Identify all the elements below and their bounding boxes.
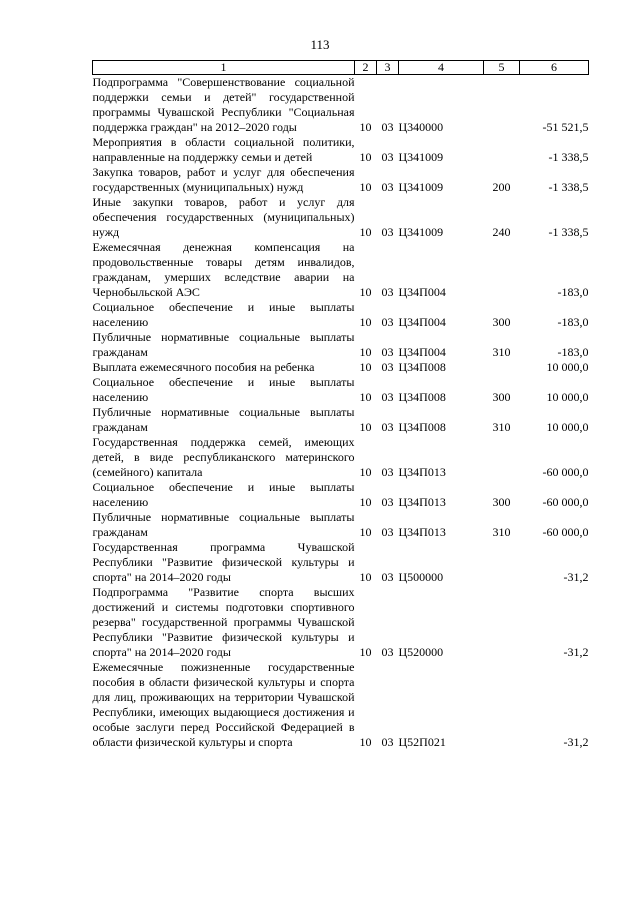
row-section: 10: [359, 465, 372, 479]
header-col-6: 6: [520, 61, 589, 75]
row-section: 10: [359, 150, 372, 164]
row-target-article: Ц52П021: [398, 735, 446, 749]
table-row: [93, 330, 589, 360]
row-name: Мероприятия в области социальной политики, направленные на поддержку семьи и детей: [92, 135, 355, 164]
header-col-1: 1: [93, 61, 355, 75]
row-section: 10: [359, 360, 372, 374]
row-subsection: 03: [381, 315, 394, 329]
row-subsection: 03: [381, 345, 394, 359]
row-target-article: Ц34П008: [398, 390, 446, 404]
row-target-article: Ц34П008: [398, 420, 446, 434]
row-target-article: Ц340000: [398, 120, 444, 134]
row-name: Публичные нормативные социальные выплаты гражданам: [92, 510, 355, 539]
row-section: 10: [359, 390, 372, 404]
budget-table: [92, 60, 589, 750]
row-subsection: 03: [381, 570, 394, 584]
row-amount: -60 000,0: [542, 525, 589, 539]
row-name: Иные закупки товаров, работ и услуг для обеспечения государственных (муниципальных) нужд: [92, 195, 355, 239]
row-expense-type: 310: [492, 420, 511, 434]
row-expense-type: 310: [492, 525, 511, 539]
table-row: [93, 435, 589, 480]
row-expense-type: [484, 240, 520, 300]
table-row: [93, 510, 589, 540]
row-expense-type: [484, 135, 520, 165]
row-expense-type: [484, 585, 520, 660]
row-name: Публичные нормативные социальные выплаты гражданам: [92, 330, 355, 359]
row-section: 10: [359, 225, 372, 239]
row-name: Социальное обеспечение и иные выплаты населению: [92, 480, 355, 509]
table-row: [93, 240, 589, 300]
row-expense-type: 300: [492, 390, 511, 404]
row-target-article: Ц34П013: [398, 495, 446, 509]
row-section: 10: [359, 285, 372, 299]
row-expense-type: 300: [492, 495, 511, 509]
row-target-article: Ц34П013: [398, 465, 446, 479]
row-section: 10: [359, 525, 372, 539]
row-name: Выплата ежемесячного пособия на ребенка: [92, 360, 315, 374]
row-subsection: 03: [381, 495, 394, 509]
table-row: [93, 195, 589, 240]
row-section: 10: [359, 735, 372, 749]
row-section: 10: [359, 120, 372, 134]
row-amount: -51 521,5: [542, 120, 589, 134]
row-expense-type: [484, 540, 520, 585]
row-name: Подпрограмма "Совершенствование социальной поддержки семьи и детей" государственной программы Чувашской Республики "Социальная поддержка граждан" на 2012–2020 годы: [92, 75, 355, 134]
row-section: 10: [359, 345, 372, 359]
table-row: [93, 585, 589, 660]
row-amount: -31,2: [563, 735, 589, 749]
row-target-article: Ц34П004: [398, 345, 446, 359]
table-row: [93, 405, 589, 435]
page-number: 113: [310, 37, 330, 52]
row-amount: -183,0: [557, 285, 589, 299]
header-col-2: 2: [355, 61, 377, 75]
row-name: Государственная программа Чувашской Республики "Развитие физической культуры и спорта" на 2014–2020 годы: [92, 540, 355, 584]
row-name: Социальное обеспечение и иные выплаты населению: [92, 375, 355, 404]
header-col-4: 4: [399, 61, 484, 75]
row-target-article: Ц34П008: [398, 360, 446, 374]
row-expense-type: 240: [492, 225, 511, 239]
row-amount: -1 338,5: [548, 150, 589, 164]
table-row: [93, 480, 589, 510]
row-amount: -60 000,0: [542, 465, 589, 479]
table-row: [93, 135, 589, 165]
header-col-3: 3: [377, 61, 399, 75]
row-expense-type: [484, 75, 520, 136]
table-row: [93, 660, 589, 750]
row-amount: -183,0: [557, 315, 589, 329]
row-amount: 10 000,0: [546, 360, 589, 374]
row-target-article: Ц341009: [398, 180, 444, 194]
row-section: 10: [359, 645, 372, 659]
row-subsection: 03: [381, 360, 394, 374]
row-target-article: Ц520000: [398, 645, 444, 659]
row-expense-type: 300: [492, 315, 511, 329]
row-target-article: Ц34П013: [398, 525, 446, 539]
row-subsection: 03: [381, 465, 394, 479]
row-section: 10: [359, 180, 372, 194]
table-header-row: [93, 61, 589, 75]
table-row: [93, 360, 589, 375]
row-name: Ежемесячные пожизненные государственные пособия в области физической культуры и спорта для лиц, проживающих на территории Чувашской Республики, имеющих выдающиеся достижения и особые заслуги перед Российской Федерацией в области физической культуры и спорта: [92, 660, 355, 749]
row-target-article: Ц341009: [398, 225, 444, 239]
table-row: [93, 75, 589, 136]
row-subsection: 03: [381, 645, 394, 659]
row-target-article: Ц34П004: [398, 285, 446, 299]
row-target-article: Ц500000: [398, 570, 444, 584]
row-section: 10: [359, 570, 372, 584]
row-amount: -183,0: [557, 345, 589, 359]
row-subsection: 03: [381, 150, 394, 164]
row-subsection: 03: [381, 735, 394, 749]
table-row: [93, 165, 589, 195]
row-amount: -31,2: [563, 570, 589, 584]
row-expense-type: 200: [492, 180, 511, 194]
row-name: Государственная поддержка семей, имеющих детей, в виде республиканского материнского (семейного) капитала: [92, 435, 355, 479]
row-section: 10: [359, 495, 372, 509]
row-name: Публичные нормативные социальные выплаты гражданам: [92, 405, 355, 434]
row-name: Ежемесячная денежная компенсация на продовольственные товары детям инвалидов, гражданам, умерших вследствие аварии на Чернобыльской АЭС: [92, 240, 355, 299]
row-amount: 10 000,0: [546, 420, 589, 434]
row-name: Подпрограмма "Развитие спорта высших достижений и системы подготовки спортивного резерва" государственной программы Чувашской Республики "Развитие физической культуры и спорта" на 2014–2020 годы: [92, 585, 355, 659]
table-row: [93, 540, 589, 585]
row-amount: -1 338,5: [548, 225, 589, 239]
row-subsection: 03: [381, 420, 394, 434]
row-amount: -60 000,0: [542, 495, 589, 509]
row-name: Социальное обеспечение и иные выплаты населению: [92, 300, 355, 329]
row-amount: -31,2: [563, 645, 589, 659]
table-row: [93, 300, 589, 330]
row-subsection: 03: [381, 120, 394, 134]
row-expense-type: [484, 360, 520, 375]
row-subsection: 03: [381, 180, 394, 194]
row-subsection: 03: [381, 225, 394, 239]
row-section: 10: [359, 315, 372, 329]
row-name: Закупка товаров, работ и услуг для обеспечения государственных (муниципальных) нужд: [92, 165, 355, 194]
table-row: [93, 375, 589, 405]
row-target-article: Ц34П004: [398, 315, 446, 329]
row-amount: 10 000,0: [546, 390, 589, 404]
row-expense-type: [484, 435, 520, 480]
row-expense-type: [484, 660, 520, 750]
row-subsection: 03: [381, 525, 394, 539]
header-col-5: 5: [484, 61, 520, 75]
row-section: 10: [359, 420, 372, 434]
row-subsection: 03: [381, 285, 394, 299]
row-amount: -1 338,5: [548, 180, 589, 194]
row-target-article: Ц341009: [398, 150, 444, 164]
row-subsection: 03: [381, 390, 394, 404]
row-expense-type: 310: [492, 345, 511, 359]
